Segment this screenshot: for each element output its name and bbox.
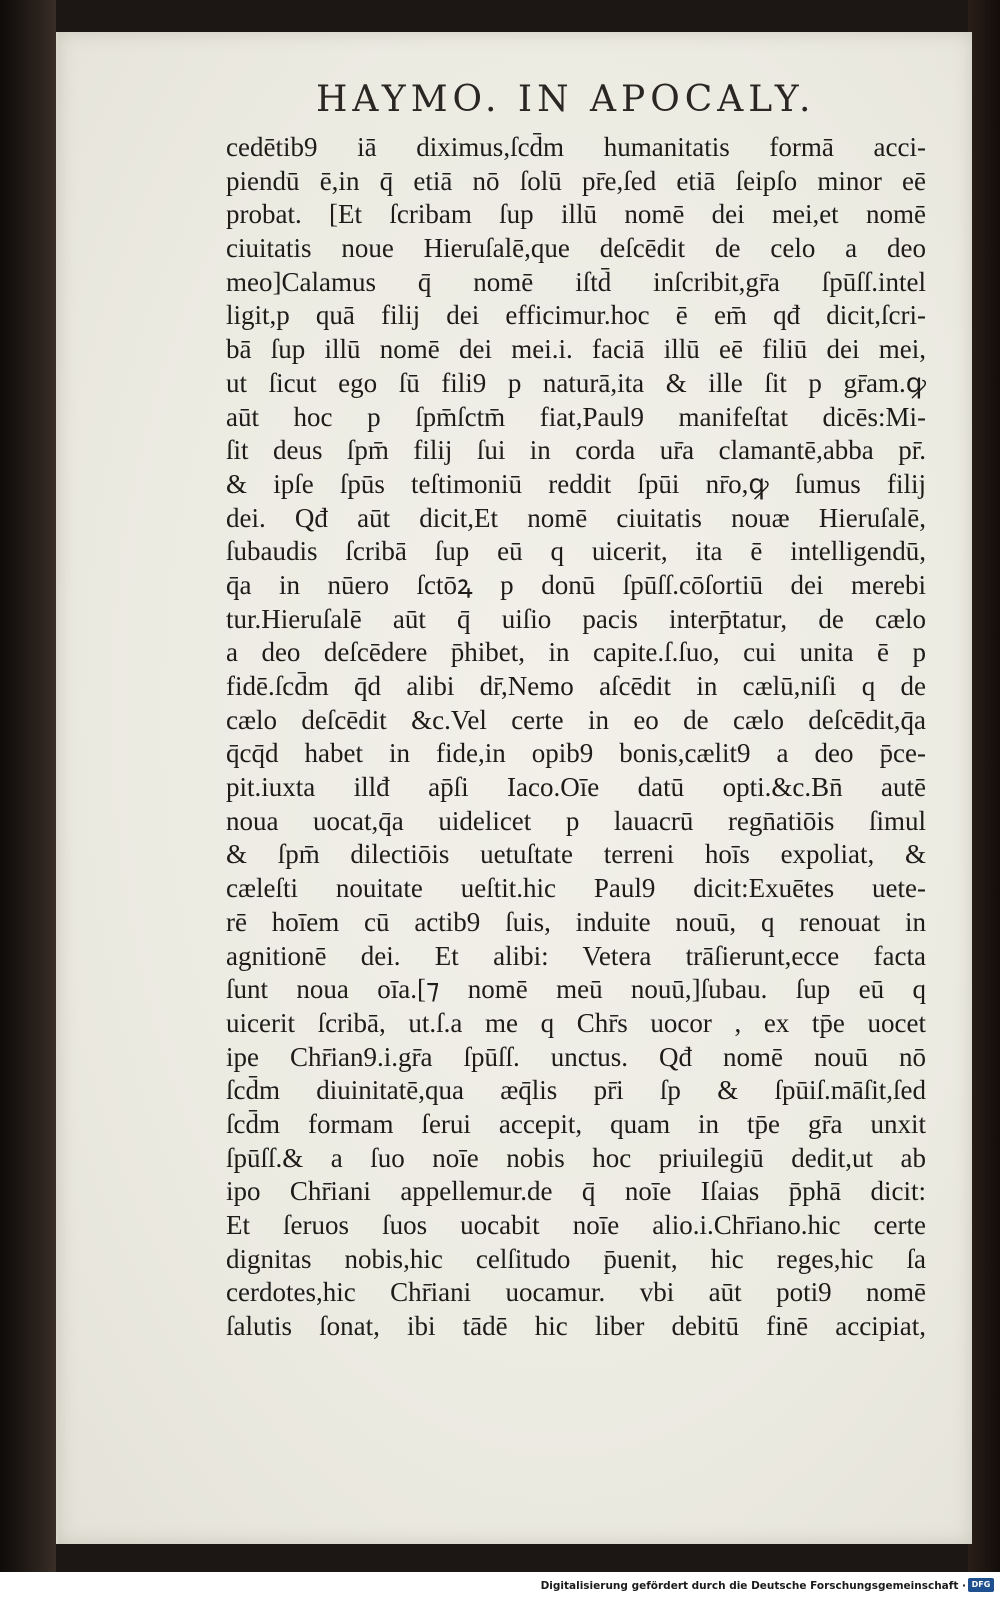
text-line: tur.Hieruſalē aūt q̄ uiſio pacis interp̄tatur, de cælo: [226, 603, 926, 634]
text-line: ſalutis ſonat, ibi tādē hic liber debitū finē accipiat,: [226, 1311, 926, 1342]
text-line: ipo Chr̄iani appellemur.de q̄ noīe Iſaias p̄phā dicit:: [226, 1176, 926, 1207]
text-line: agnitionē dei. Et alibi: Vetera trāſierunt,ecce facta: [226, 940, 926, 971]
dfg-logo: DFG: [968, 1578, 994, 1592]
text-line: uicerit ſcribā, ut.ſ.a me q Chr̄s uocor , ex tp̄e uocet: [226, 1007, 926, 1038]
text-line: pit.iuxta illđ ap̄ſi Iaco.Oīe datū opti.&c.Bn̄ autē: [226, 772, 926, 803]
text-line: ſcd̄m formam ſerui accepit, quam in tp̄e gr̄a unxit: [226, 1108, 926, 1139]
text-line: a deo deſcēdere p̄hibet, in capite.ſ.ſuo, cui unita ē p: [226, 637, 926, 668]
text-line: Et ſeruos ſuos uocabit noīe alio.i.Chr̄iano.hic certe: [226, 1210, 926, 1240]
text-line: piendū ē,in q̄ etiā nō ſolū pr̄e,ſed etiā ſeipſo minor eē: [226, 165, 926, 196]
text-line: ligit,p quā filij dei efficimur.hoc ē em̄ qđ dicit,ſcri-: [226, 300, 926, 331]
book-cover-edge: [968, 0, 1000, 1572]
text-line: ipe Chr̄ian9.i.gr̄a ſpūſſ. unctus. Qđ nomē nouū nō: [226, 1041, 926, 1072]
text-line: cæleſti nouitate ueſtit.hic Paul9 dicit:Exuētes uete-: [226, 873, 926, 904]
text-line: ſcd̄m diuinitatē,qua æq̄lis pr̄i ſp & ſpūiſ.māſit,ſed: [226, 1075, 926, 1106]
text-line: & ſpm̄ dilectiōis uetuſtate terreni hoīs expoliat, &: [226, 839, 926, 870]
text-line: dignitas nobis,hic celſitudo p̄uenit, hic reges,hic ſa: [226, 1243, 926, 1274]
text-line: cerdotes,hic Chr̄iani uocamur. vbi aūt poti9 nomē: [226, 1277, 926, 1308]
footer-credit: Digitalisierung gefördert durch die Deutsche Forschungsgemeinschaft ·: [540, 1580, 966, 1592]
text-line: fidē.ſcd̄m q̄d alibi dr̄,Nemo aſcēdit in cælū,niſi q de: [226, 671, 926, 701]
text-line: noua uocat,q̄a uidelicet p lauacrū regn̄atiōis ſimul: [226, 805, 926, 836]
text-line: & ipſe ſpūs teſtimoniū reddit ſpūi nr̄o,ꝙ ſumus filij: [226, 468, 926, 499]
page-text-block: [226, 131, 926, 1344]
text-line: bā ſup illū nomē dei mei.i. faciā illū eē filiū dei mei,: [226, 334, 926, 365]
text-line: cedētib9 iā diximus,ſcd̄m humanitatis formā acci-: [226, 132, 926, 162]
text-line: ſpūſſ.& a ſuo noīe nobis hoc priuilegiū dedit,ut ab: [226, 1142, 926, 1173]
text-line: ſubaudis ſcribā ſup eū q uicerit, ita ē intelligendū,: [226, 536, 926, 567]
text-line: probat. [Et ſcribam ſup illū nomē dei mei,et nomē: [226, 199, 926, 230]
text-line: meo]Calamus q̄ nomē iſtd̄ inſcribit,gr̄a ſpūſſ.intel: [226, 266, 926, 297]
text-line: aūt hoc p ſpm̄ſctm̄ fiat,Paul9 manifeſtat dicēs:Mi-: [226, 401, 926, 432]
text-line: ciuitatis noue Hieruſalē,que deſcēdit de celo a deo: [226, 233, 926, 264]
text-line: cælo deſcēdit &c.Vel certe in eo de cælo deſcēdit,q̄a: [226, 704, 926, 735]
running-head: HAYMO. IN APOCALY.: [316, 79, 816, 120]
text-line: q̄cq̄d habet in fide,in opib9 bonis,cælit9 a deo p̄ce-: [226, 738, 926, 769]
text-line: ſunt noua oīa.[⁊ nomē meū nouū,]ſubau. ſup eū q: [226, 974, 926, 1005]
text-line: ut ſicut ego ſū fili9 p naturā,ita & ille ſit p gr̄am.ꝙ: [226, 367, 926, 398]
text-line: rē hoīem cū actib9 ſuis, induite nouū, q renouat in: [226, 906, 926, 937]
text-line: ſit deus ſpm̄ filij ſui in corda ur̄a clamantē,abba pr̄.: [226, 435, 926, 466]
text-line: q̄a in nūero ſctōꝝ p donū ſpūſſ.cōſortiū dei merebi: [226, 569, 926, 600]
book-binding-edge: [0, 0, 56, 1572]
text-line: dei. Qđ aūt dicit,Et nomē ciuitatis nouæ Hieruſalē,: [226, 502, 926, 533]
